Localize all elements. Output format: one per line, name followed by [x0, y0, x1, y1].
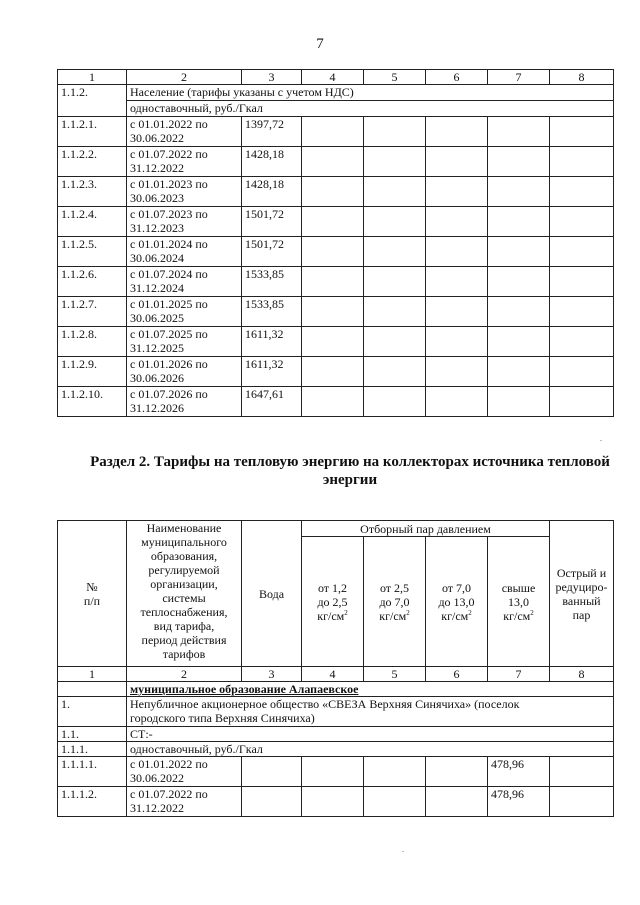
- col-num: 1: [58, 667, 127, 682]
- header-water: Вода: [242, 521, 302, 667]
- period-line: 31.12.2024: [130, 281, 184, 295]
- row-period: [127, 177, 242, 207]
- period-line: 30.06.2025: [130, 311, 184, 325]
- tariff-type-row: [58, 101, 614, 117]
- header-num-line: п/п: [83, 593, 101, 608]
- municipality-row: [58, 682, 614, 697]
- header-name-line: регулируемой: [148, 563, 220, 577]
- header-name-line: вид тарифа,: [153, 619, 215, 633]
- period-line: с 01.01.2023 по: [130, 177, 208, 191]
- unit-superscript: 2: [468, 608, 472, 617]
- empty-cell: [550, 327, 614, 357]
- empty-cell: [364, 297, 426, 327]
- empty-cell: [364, 357, 426, 387]
- col-num: 5: [364, 70, 426, 85]
- empty-cell: [302, 297, 364, 327]
- col-num: 3: [242, 667, 302, 682]
- section-title-line1: Раздел 2. Тарифы на тепловую энергию на коллекторах источника тепловой: [90, 454, 610, 470]
- period-line: с 01.01.2022 по: [130, 757, 208, 771]
- pressure-line: до 13,0: [438, 594, 475, 609]
- header-sharp-line: Острый и: [556, 565, 607, 580]
- header-pressure-4: [488, 537, 550, 667]
- empty-cell: [426, 237, 488, 267]
- period-line: 31.12.2023: [130, 221, 184, 235]
- col-num: 6: [426, 667, 488, 682]
- tariff-value: 1533,85: [242, 297, 302, 327]
- header-sharp-line: ванный: [562, 593, 601, 608]
- empty-cell: [550, 177, 614, 207]
- row-period: [127, 327, 242, 357]
- empty-cell: [364, 147, 426, 177]
- pressure-line: от 7,0: [441, 580, 472, 595]
- pressure-line: от 2,5: [379, 580, 410, 595]
- pressure-line: 13,0: [508, 594, 529, 609]
- tariff-row: [58, 117, 614, 147]
- empty-cell: [550, 387, 614, 417]
- empty-cell: [364, 207, 426, 237]
- col-num: 3: [242, 70, 302, 85]
- period-line: с 01.07.2022 по: [130, 147, 208, 161]
- unit-text: кг/см: [317, 608, 345, 623]
- scan-speck: [600, 440, 602, 441]
- col-num: 6: [426, 70, 488, 85]
- tariff-type-label: одноставочный, руб./Гкал: [127, 101, 614, 117]
- tariff-code: 1.1.1.: [58, 742, 127, 757]
- collector-tariff-table: [57, 520, 614, 817]
- empty-cell: [488, 327, 550, 357]
- period-line: с 01.07.2025 по: [130, 327, 208, 341]
- empty-cell: [426, 787, 488, 817]
- empty-cell: [242, 757, 302, 787]
- tariff-table-continued: [57, 69, 614, 417]
- col-num: 7: [488, 70, 550, 85]
- empty-cell: [488, 357, 550, 387]
- header-name-line: муниципального: [141, 535, 227, 549]
- empty-cell: [302, 177, 364, 207]
- empty-cell: [488, 297, 550, 327]
- empty-cell: [488, 117, 550, 147]
- pressure-unit: [305, 609, 360, 623]
- group-label: Население (тарифы указаны с учетом НДС): [127, 85, 614, 101]
- empty-cell: [426, 267, 488, 297]
- empty-cell: [302, 117, 364, 147]
- period-line: 30.06.2022: [130, 771, 184, 785]
- empty-cell: [302, 787, 364, 817]
- header-pressure-2: [364, 537, 426, 667]
- empty-cell: [302, 327, 364, 357]
- tariff-value: 478,96: [488, 787, 550, 817]
- header-sharp-steam: [550, 521, 614, 667]
- row-code: 1.1.2.3.: [58, 177, 127, 207]
- empty-cell: [302, 267, 364, 297]
- org-name: [127, 697, 614, 727]
- empty-cell: [488, 147, 550, 177]
- period-line: с 01.01.2025 по: [130, 297, 208, 311]
- empty-cell: [550, 207, 614, 237]
- unit-superscript: 2: [406, 608, 410, 617]
- empty-cell: [426, 327, 488, 357]
- tariff-row: [58, 757, 614, 787]
- row-period: [127, 297, 242, 327]
- tariff-type-row: [58, 742, 614, 757]
- tariff-value: 1611,32: [242, 357, 302, 387]
- empty-cell: [550, 237, 614, 267]
- col-num: 8: [550, 667, 614, 682]
- row-code: 1.1.2.6.: [58, 267, 127, 297]
- unit-text: кг/см: [441, 608, 469, 623]
- empty-cell: [550, 147, 614, 177]
- unit-text: кг/см: [503, 608, 531, 623]
- empty-cell: [426, 147, 488, 177]
- empty-cell: [426, 387, 488, 417]
- unit-text: кг/см: [379, 608, 407, 623]
- row-period: [127, 787, 242, 817]
- empty-cell: [488, 387, 550, 417]
- empty-cell: [426, 207, 488, 237]
- row-code: 1.1.2.5.: [58, 237, 127, 267]
- period-line: 30.06.2022: [130, 131, 184, 145]
- unit-superscript: 2: [530, 608, 534, 617]
- empty-cell: [550, 117, 614, 147]
- period-line: с 01.01.2024 по: [130, 237, 208, 251]
- empty-cell: [364, 327, 426, 357]
- empty-cell: [302, 757, 364, 787]
- system-name: СТ:-: [127, 727, 614, 742]
- row-period: [127, 147, 242, 177]
- empty-cell: [550, 757, 614, 787]
- period-line: 31.12.2026: [130, 401, 184, 415]
- empty-cell: [302, 147, 364, 177]
- header-sharp-line: пар: [572, 607, 591, 622]
- empty-cell: [364, 387, 426, 417]
- header-row-1: [58, 521, 614, 537]
- pressure-unit: [429, 609, 484, 623]
- empty-cell: [550, 297, 614, 327]
- group-code: 1.1.2.: [58, 85, 127, 117]
- row-code: 1.1.2.2.: [58, 147, 127, 177]
- header-name-line: тарифов: [162, 647, 206, 661]
- pressure-line: от 1,2: [317, 580, 348, 595]
- header-name-line: Наименование: [146, 521, 222, 535]
- period-line: 30.06.2024: [130, 251, 184, 265]
- tariff-name: одноставочный, руб./Гкал: [127, 742, 614, 757]
- row-period: [127, 757, 242, 787]
- tariff-row: [58, 177, 614, 207]
- row-period: [127, 237, 242, 267]
- row-period: [127, 117, 242, 147]
- empty-cell: [302, 357, 364, 387]
- pressure-line: свыше: [501, 580, 536, 595]
- header-pressure-1: [302, 537, 364, 667]
- tariff-row: [58, 357, 614, 387]
- header-pressure-3: [426, 537, 488, 667]
- section-title-line2: энергии: [322, 472, 378, 488]
- empty-cell: [488, 237, 550, 267]
- row-code: 1.1.2.8.: [58, 327, 127, 357]
- tariff-value: 1533,85: [242, 267, 302, 297]
- empty-cell: [364, 237, 426, 267]
- empty-cell: [302, 207, 364, 237]
- empty-cell: [488, 207, 550, 237]
- period-line: с 01.07.2022 по: [130, 787, 208, 801]
- empty-cell: [364, 117, 426, 147]
- row-code: 1.1.2.9.: [58, 357, 127, 387]
- row-code: 1.1.2.10.: [58, 387, 127, 417]
- header-name-line: теплоснабжения,: [140, 605, 228, 619]
- empty-cell: [426, 757, 488, 787]
- tariff-value: 1501,72: [242, 207, 302, 237]
- tariff-value: 1501,72: [242, 237, 302, 267]
- col-num: 4: [302, 70, 364, 85]
- header-name-line: организации,: [150, 577, 218, 591]
- empty-cell: [242, 787, 302, 817]
- col-num: 5: [364, 667, 426, 682]
- period-line: 30.06.2023: [130, 191, 184, 205]
- col-num: 2: [127, 70, 242, 85]
- period-line: с 01.07.2023 по: [130, 207, 208, 221]
- header-num: [58, 521, 127, 667]
- row-period: [127, 267, 242, 297]
- org-name-line: городского типа Верхняя Синячиха): [130, 711, 315, 725]
- empty-cell: [364, 787, 426, 817]
- empty-cell: [426, 117, 488, 147]
- tariff-row: [58, 297, 614, 327]
- empty-cell: [550, 357, 614, 387]
- empty-cell: [58, 682, 127, 697]
- org-code: 1.: [58, 697, 127, 727]
- header-name: [127, 521, 242, 667]
- period-line: 31.12.2022: [130, 801, 184, 815]
- row-period: [127, 387, 242, 417]
- empty-cell: [302, 387, 364, 417]
- empty-cell: [426, 177, 488, 207]
- empty-cell: [488, 267, 550, 297]
- empty-cell: [550, 787, 614, 817]
- period-line: 31.12.2022: [130, 161, 184, 175]
- tariff-row: [58, 787, 614, 817]
- pressure-line: до 7,0: [379, 594, 410, 609]
- period-line: 31.12.2025: [130, 341, 184, 355]
- period-line: с 01.01.2022 по: [130, 117, 208, 131]
- group-row: [58, 85, 614, 101]
- header-name-line: образования,: [150, 549, 218, 563]
- row-period: [127, 357, 242, 387]
- system-row: [58, 727, 614, 742]
- header-sharp-line: редуциро-: [555, 579, 608, 594]
- municipality-name: муниципальное образование Алапаевское: [127, 682, 614, 697]
- empty-cell: [364, 757, 426, 787]
- tariff-value: 478,96: [488, 757, 550, 787]
- empty-cell: [364, 267, 426, 297]
- col-num: 1: [58, 70, 127, 85]
- row-code: 1.1.1.1.: [58, 757, 127, 787]
- row-code: 1.1.2.1.: [58, 117, 127, 147]
- tariff-row: [58, 387, 614, 417]
- period-line: с 01.01.2026 по: [130, 357, 208, 371]
- col-num: 4: [302, 667, 364, 682]
- pressure-unit: [491, 609, 546, 623]
- header-name-line: системы: [162, 591, 206, 605]
- col-num: 8: [550, 70, 614, 85]
- org-name-line: Непубличное акционерное общество «СВЕЗА Верхняя Синячиха» (поселок: [130, 697, 520, 711]
- tariff-row: [58, 237, 614, 267]
- page-number: 7: [316, 36, 324, 52]
- section-title: [60, 453, 640, 489]
- empty-cell: [364, 177, 426, 207]
- system-code: 1.1.: [58, 727, 127, 742]
- unit-superscript: 2: [344, 608, 348, 617]
- pressure-unit: [367, 609, 422, 623]
- tariff-value: 1611,32: [242, 327, 302, 357]
- scan-speck: [402, 851, 404, 852]
- tariff-row: [58, 207, 614, 237]
- col-num: 2: [127, 667, 242, 682]
- tariff-value: 1397,72: [242, 117, 302, 147]
- tariff-row: [58, 327, 614, 357]
- empty-cell: [550, 267, 614, 297]
- pressure-line: до 2,5: [317, 594, 348, 609]
- period-line: с 01.07.2024 по: [130, 267, 208, 281]
- tariff-row: [58, 147, 614, 177]
- row-code: 1.1.2.4.: [58, 207, 127, 237]
- empty-cell: [426, 297, 488, 327]
- empty-cell: [488, 177, 550, 207]
- row-code: 1.1.1.2.: [58, 787, 127, 817]
- row-period: [127, 207, 242, 237]
- tariff-value: 1428,18: [242, 177, 302, 207]
- column-number-row: [58, 70, 614, 85]
- empty-cell: [426, 357, 488, 387]
- column-number-row: [58, 667, 614, 682]
- period-line: 30.06.2026: [130, 371, 184, 385]
- row-code: 1.1.2.7.: [58, 297, 127, 327]
- header-num-line: №: [86, 579, 98, 594]
- tariff-row: [58, 267, 614, 297]
- tariff-value: 1647,61: [242, 387, 302, 417]
- empty-cell: [302, 237, 364, 267]
- col-num: 7: [488, 667, 550, 682]
- tariff-value: 1428,18: [242, 147, 302, 177]
- header-steam: Отборный пар давлением: [302, 521, 550, 537]
- header-name-line: период действия: [141, 633, 227, 647]
- organization-row: [58, 697, 614, 727]
- period-line: с 01.07.2026 по: [130, 387, 208, 401]
